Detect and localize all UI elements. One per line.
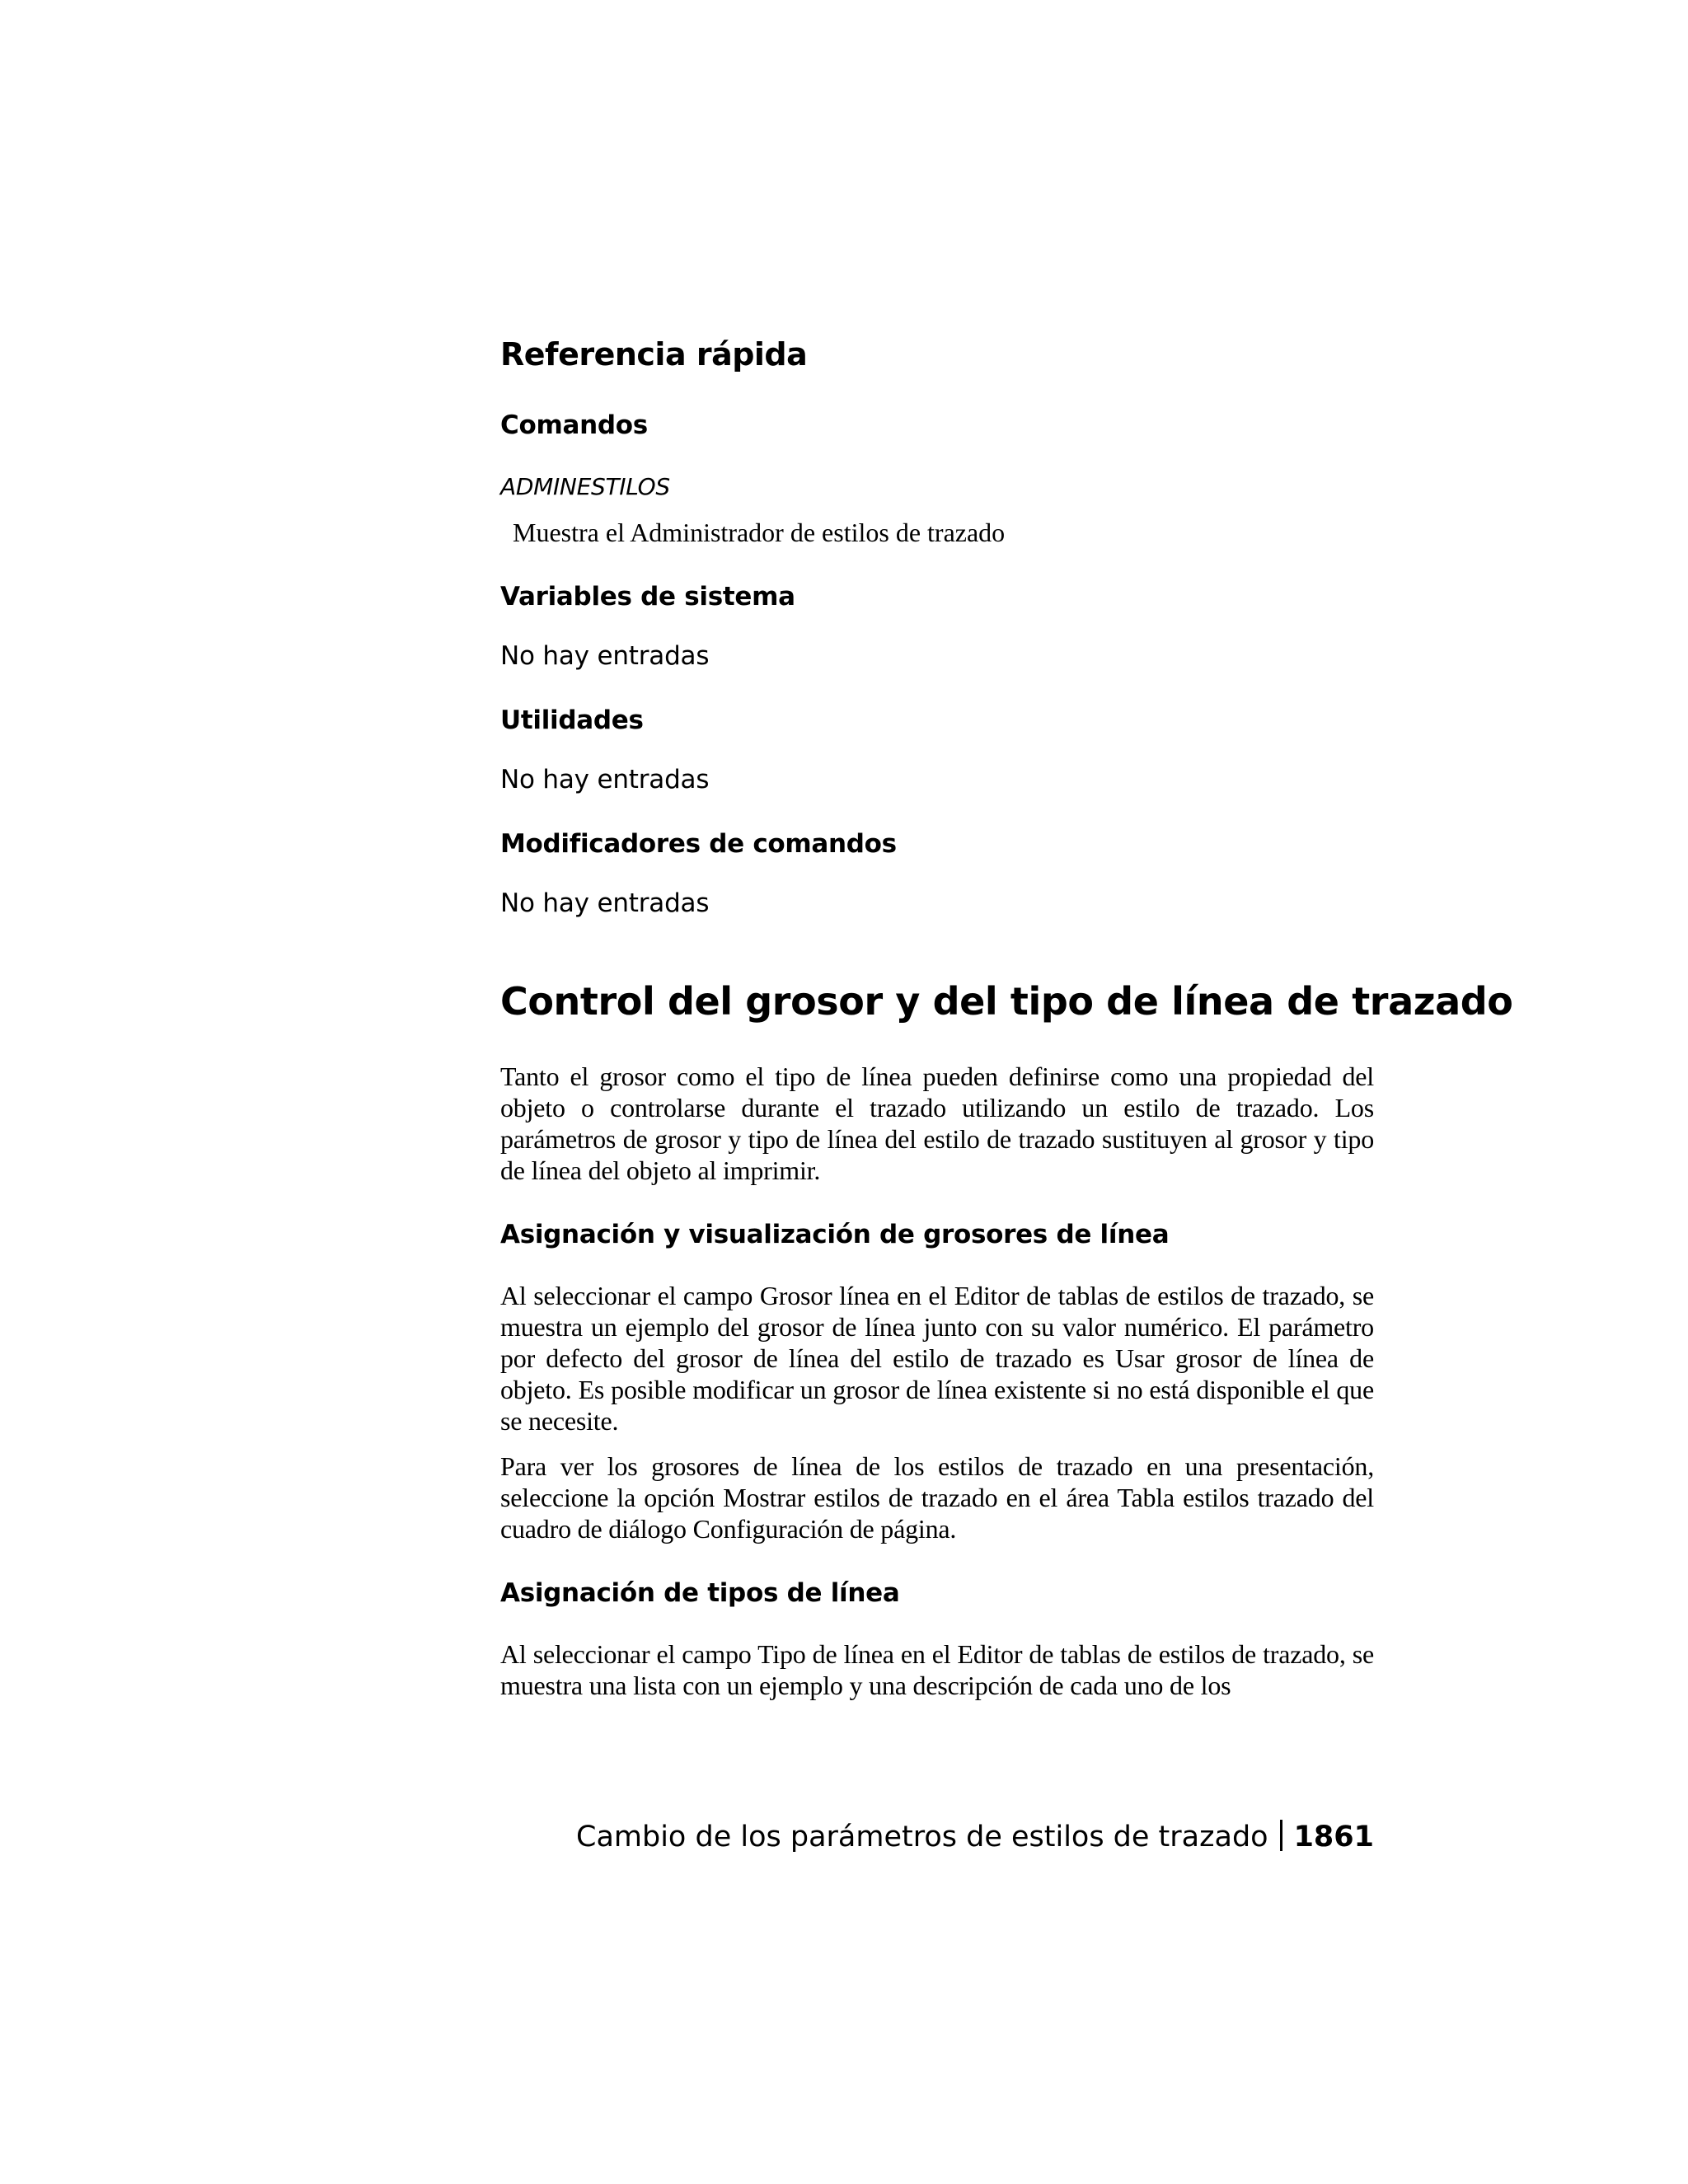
- system-variables-heading: Variables de sistema: [500, 582, 795, 612]
- page-footer: [500, 1820, 1374, 1854]
- lineweights-paragraph-1: Al seleccionar el campo Grosor línea en el Editor de tablas de estilos de trazado, se muestra un ejemplo del grosor de línea junto con su valor numérico. El parámetro por defecto del grosor de línea del estilo de trazado es Usar grosor de línea de objeto. Es posible modificar un grosor de línea existente si no está disponible el que se necesite.: [500, 1281, 1374, 1436]
- lineweights-heading: Asignación y visualización de grosores de línea: [500, 1220, 1170, 1249]
- footer-chapter-title: Cambio de los parámetros de estilos de trazado: [576, 1821, 1268, 1854]
- utilities-heading: Utilidades: [500, 705, 644, 735]
- command-name: ADMINESTILOS: [500, 473, 670, 500]
- quick-reference-heading: Referencia rápida: [500, 336, 808, 373]
- command-modifiers-heading: Modificadores de comandos: [500, 829, 897, 859]
- command-modifiers-text: No hay entradas: [500, 888, 710, 918]
- lineweights-paragraph-2: Para ver los grosores de línea de los estilos de trazado en una presentación, seleccione la opción Mostrar estilos de trazado en el área Tabla estilos trazado del cuadro de diálogo Configuración de página.: [500, 1451, 1374, 1544]
- linetypes-heading: Asignación de tipos de línea: [500, 1578, 900, 1608]
- footer-separator: [1280, 1820, 1282, 1851]
- commands-heading: Comandos: [500, 410, 648, 440]
- system-variables-text: No hay entradas: [500, 641, 710, 671]
- linetypes-paragraph-1: Al seleccionar el campo Tipo de línea en el Editor de tablas de estilos de trazado, se muestra una lista con un ejemplo y una descripción de cada uno de los: [500, 1639, 1374, 1700]
- section-intro-paragraph: Tanto el grosor como el tipo de línea pueden definirse como una propiedad del objeto o controlarse durante el trazado utilizando un estilo de trazado. Los parámetros de grosor y tipo de línea del estilo de trazado sustituyen al grosor y tipo de línea del objeto al imprimir.: [500, 1062, 1374, 1185]
- section-title: Control del grosor y del tipo de línea de trazado: [500, 979, 1513, 1024]
- utilities-text: No hay entradas: [500, 765, 710, 794]
- command-description: Muestra el Administrador de estilos de trazado: [513, 518, 1006, 547]
- page-number: 1861: [1293, 1821, 1374, 1854]
